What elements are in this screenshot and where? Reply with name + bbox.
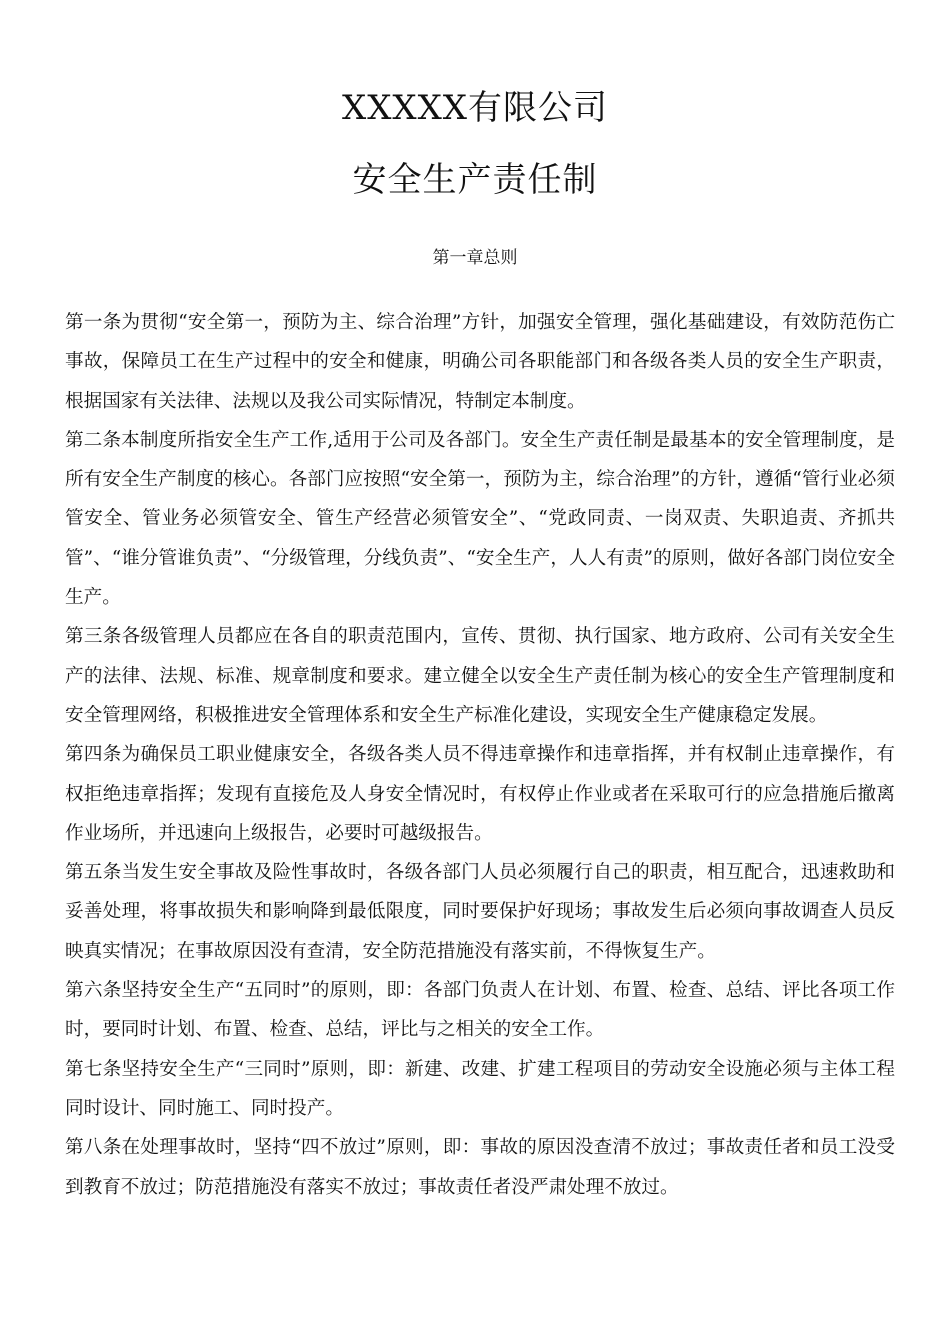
- article-4: 第四条为确保员工职业健康安全，各级各类人员不得违章操作和违章指挥，并有权制止违章操作，有权拒绝违章指挥；发现有直接危及人身安全情况时，有权停止作业或者在采取可行的应急措施后撤离作业场所，并迅速向上级报告，必要时可越级报告。: [65, 744, 895, 844]
- article-6: 第六条坚持安全生产“五同时”的原则，即：各部门负责人在计划、布置、检查、总结、评比各项工作时，要同时计划、布置、检查、总结，评比与之相关的安全工作。: [65, 980, 895, 1041]
- company-title: XXXXX有限公司: [341, 88, 609, 128]
- article-2: 第二条本制度所指安全生产工作,适用于公司及各部门。安全生产责任制是最基本的安全管理制度，是所有安全生产制度的核心。各部门应按照“安全第一，预防为主，综合治理”的方针，遵循“管行业必须管安全、管业务必须管安全、管生产经营必须管安全”、“党政同责、一岗双责、失职追责、齐抓共管”、“谁分管谁负责”、“分级管理，分线负责”、“安全生产，人人有责”的原则，做好各部门岗位安全生产。: [65, 429, 895, 609]
- article-3: 第三条各级管理人员都应在各自的职责范围内，宣传、贯彻、执行国家、地方政府、公司有关安全生产的法律、法规、标准、规章制度和要求。建立健全以安全生产责任制为核心的安全生产管理制度和安全管理网络，积极推进安全管理体系和安全生产标准化建设，实现安全生产健康稳定发展。: [65, 626, 895, 726]
- document-title: 安全生产责任制: [352, 160, 598, 200]
- article-7: 第七条坚持安全生产“三同时”原则，即：新建、改建、扩建工程项目的劳动安全设施必须与主体工程同时设计、同时施工、同时投产。: [65, 1058, 895, 1119]
- article-5: 第五条当发生安全事故及险性事故时，各级各部门人员必须履行自己的职责，相互配合，迅速救助和妥善处理，将事故损失和影响降到最低限度，同时要保护好现场；事故发生后必须向事故调查人员反映真实情况；在事故原因没有查清，安全防范措施没有落实前，不得恢复生产。: [65, 862, 895, 962]
- article-8: 第八条在处理事故时，坚持“四不放过”原则，即：事故的原因没查清不放过；事故责任者和员工没受到教育不放过；防范措施没有落实不放过；事故责任者没严肃处理不放过。: [65, 1137, 895, 1198]
- article-1: 第一条为贯彻“安全第一，预防为主、综合治理”方针，加强安全管理，强化基础建设，有效防范伤亡事故，保障员工在生产过程中的安全和健康，明确公司各职能部门和各级各类人员的安全生产职责，根据国家有关法律、法规以及我公司实际情况，特制定本制度。: [65, 312, 895, 412]
- chapter-heading: 第一章总则: [432, 248, 518, 268]
- document-body: [65, 303, 895, 1207]
